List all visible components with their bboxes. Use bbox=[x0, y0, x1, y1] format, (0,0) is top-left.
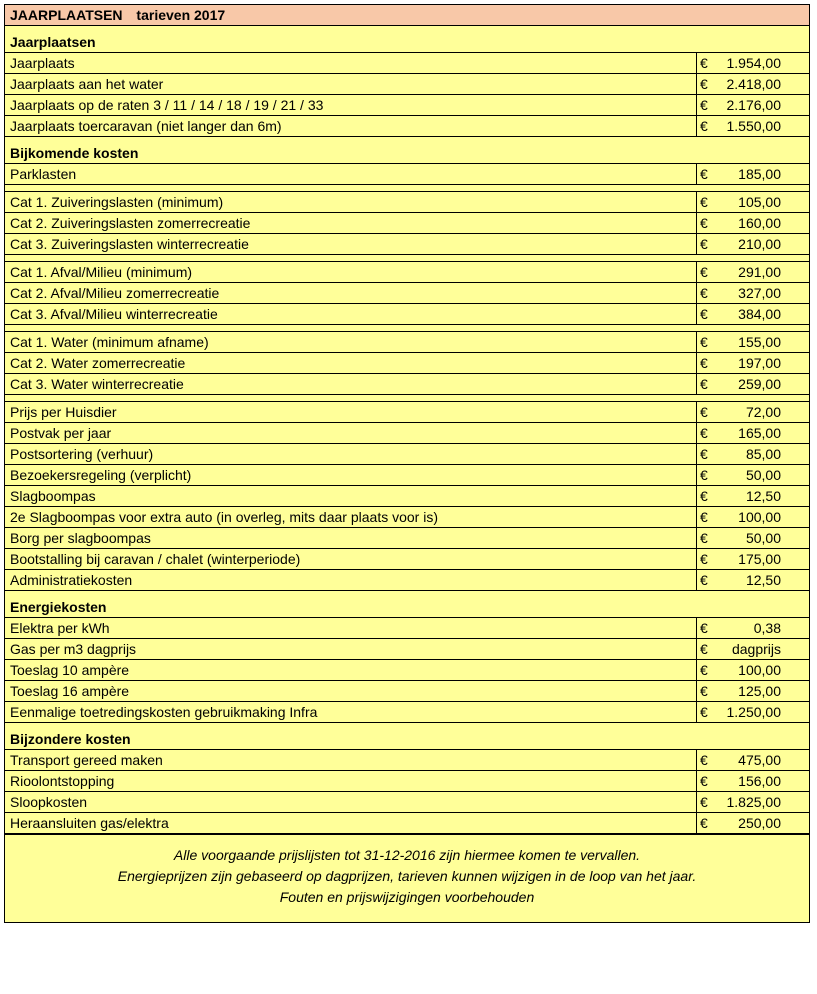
price-cell bbox=[696, 702, 809, 722]
price-cell bbox=[696, 618, 809, 638]
price-row bbox=[5, 373, 809, 394]
price-label: Borg per slagboompas bbox=[10, 530, 151, 546]
price-amount: 1.550,00 bbox=[726, 118, 781, 134]
group-spacer bbox=[5, 324, 809, 331]
price-label: Bootstalling bij caravan / chalet (winterperiode) bbox=[10, 551, 301, 567]
currency-symbol: € bbox=[700, 752, 708, 768]
price-cell bbox=[696, 283, 809, 303]
price-label: Cat 2. Afval/Milieu zomerrecreatie bbox=[10, 285, 220, 301]
currency-symbol: € bbox=[700, 641, 708, 657]
price-row bbox=[5, 233, 809, 254]
price-amount: 2.418,00 bbox=[726, 76, 781, 92]
price-label: 2e Slagboompas voor extra auto (in overleg, mits daar plaats voor is) bbox=[10, 509, 438, 525]
price-row bbox=[5, 52, 809, 73]
price-amount: 210,00 bbox=[738, 236, 781, 252]
sheet-header bbox=[5, 5, 809, 26]
price-label: Cat 1. Zuiveringslasten (minimum) bbox=[10, 194, 224, 210]
price-cell bbox=[696, 771, 809, 791]
currency-symbol: € bbox=[700, 236, 708, 252]
price-label: Bezoekersregeling (verplicht) bbox=[10, 467, 192, 483]
price-label: Jaarplaats toercaravan (niet langer dan 6m) bbox=[10, 118, 282, 134]
price-cell bbox=[696, 681, 809, 701]
price-label: Administratiekosten bbox=[10, 572, 133, 588]
price-row bbox=[5, 464, 809, 485]
price-amount: 12,50 bbox=[745, 488, 781, 504]
price-cell bbox=[696, 528, 809, 548]
price-amount: 259,00 bbox=[738, 376, 781, 392]
price-label: Prijs per Huisdier bbox=[10, 404, 117, 420]
currency-symbol: € bbox=[700, 794, 708, 810]
price-cell bbox=[696, 813, 809, 833]
currency-symbol: € bbox=[700, 118, 708, 134]
price-row bbox=[5, 617, 809, 638]
price-cell bbox=[696, 304, 809, 324]
price-cell bbox=[696, 164, 809, 184]
footer-line: Alle voorgaande prijslijsten tot 31-12-2016 zijn hiermee komen te vervallen. bbox=[173, 847, 641, 863]
price-amount: 105,00 bbox=[738, 194, 781, 210]
price-row bbox=[5, 303, 809, 324]
price-row bbox=[5, 527, 809, 548]
price-label: Cat 3. Afval/Milieu winterrecreatie bbox=[10, 306, 218, 322]
price-amount: 155,00 bbox=[738, 334, 781, 350]
currency-symbol: € bbox=[700, 662, 708, 678]
price-amount: 384,00 bbox=[738, 306, 781, 322]
price-label: Postvak per jaar bbox=[10, 425, 112, 441]
section-title: Jaarplaatsen bbox=[10, 34, 96, 50]
currency-symbol: € bbox=[700, 488, 708, 504]
price-amount: 50,00 bbox=[745, 530, 781, 546]
price-label: Heraansluiten gas/elektra bbox=[10, 815, 169, 831]
price-cell bbox=[696, 570, 809, 590]
price-amount: 1.250,00 bbox=[726, 704, 781, 720]
price-cell bbox=[696, 234, 809, 254]
sheet-subtitle: tarieven 2017 bbox=[136, 7, 226, 23]
currency-symbol: € bbox=[700, 620, 708, 636]
price-cell bbox=[696, 353, 809, 373]
price-amount: 327,00 bbox=[738, 285, 781, 301]
price-label: Elektra per kWh bbox=[10, 620, 110, 636]
section-title: Bijkomende kosten bbox=[10, 145, 139, 161]
currency-symbol: € bbox=[700, 97, 708, 113]
currency-symbol: € bbox=[700, 404, 708, 420]
price-amount: 0,38 bbox=[753, 620, 781, 636]
price-amount: 175,00 bbox=[738, 551, 781, 567]
price-amount: 197,00 bbox=[738, 355, 781, 371]
price-amount: 100,00 bbox=[738, 662, 781, 678]
currency-symbol: € bbox=[700, 376, 708, 392]
currency-symbol: € bbox=[700, 530, 708, 546]
price-row bbox=[5, 422, 809, 443]
section-title: Bijzondere kosten bbox=[10, 731, 131, 747]
currency-symbol: € bbox=[700, 425, 708, 441]
price-label: Cat 3. Water winterrecreatie bbox=[10, 376, 184, 392]
price-row bbox=[5, 749, 809, 770]
price-amount: 12,50 bbox=[745, 572, 781, 588]
currency-symbol: € bbox=[700, 551, 708, 567]
currency-symbol: € bbox=[700, 334, 708, 350]
price-amount: dagprijs bbox=[731, 641, 781, 657]
price-label: Toeslag 10 ampère bbox=[10, 662, 130, 678]
price-row bbox=[5, 659, 809, 680]
price-cell bbox=[696, 486, 809, 506]
price-label: Transport gereed maken bbox=[10, 752, 163, 768]
group-spacer bbox=[5, 184, 809, 191]
price-label: Jaarplaats aan het water bbox=[10, 76, 164, 92]
footer-line: Fouten en prijswijzigingen voorbehouden bbox=[279, 889, 535, 905]
price-amount: 85,00 bbox=[745, 446, 781, 462]
price-row bbox=[5, 548, 809, 569]
price-amount: 50,00 bbox=[745, 467, 781, 483]
price-amount: 165,00 bbox=[738, 425, 781, 441]
price-row bbox=[5, 282, 809, 303]
currency-symbol: € bbox=[700, 285, 708, 301]
footer-notes bbox=[5, 834, 809, 922]
price-label: Jaarplaats bbox=[10, 55, 75, 71]
price-amount: 125,00 bbox=[738, 683, 781, 699]
price-amount: 250,00 bbox=[738, 815, 781, 831]
price-amount: 291,00 bbox=[738, 264, 781, 280]
price-label: Cat 2. Water zomerrecreatie bbox=[10, 355, 186, 371]
price-cell bbox=[696, 213, 809, 233]
price-cell bbox=[696, 74, 809, 94]
group-spacer bbox=[5, 394, 809, 401]
price-cell bbox=[696, 750, 809, 770]
price-label: Postsortering (verhuur) bbox=[10, 446, 154, 462]
currency-symbol: € bbox=[700, 446, 708, 462]
price-row bbox=[5, 680, 809, 701]
price-row bbox=[5, 73, 809, 94]
price-amount: 72,00 bbox=[745, 404, 781, 420]
price-cell bbox=[696, 116, 809, 136]
price-row bbox=[5, 115, 809, 137]
currency-symbol: € bbox=[700, 166, 708, 182]
price-cell bbox=[696, 192, 809, 212]
currency-symbol: € bbox=[700, 76, 708, 92]
price-label: Parklasten bbox=[10, 166, 77, 182]
price-cell bbox=[696, 402, 809, 422]
price-row bbox=[5, 331, 809, 352]
price-label: Jaarplaats op de raten 3 / 11 / 14 / 18 / 19 / 21 / 33 bbox=[10, 97, 324, 113]
price-amount: 100,00 bbox=[738, 509, 781, 525]
sheet-title: JAARPLAATSEN bbox=[10, 7, 123, 23]
price-row bbox=[5, 401, 809, 422]
price-amount: 185,00 bbox=[738, 166, 781, 182]
price-row bbox=[5, 163, 809, 184]
price-amount: 156,00 bbox=[738, 773, 781, 789]
price-row bbox=[5, 261, 809, 282]
price-row bbox=[5, 94, 809, 115]
currency-symbol: € bbox=[700, 572, 708, 588]
price-label: Cat 2. Zuiveringslasten zomerrecreatie bbox=[10, 215, 251, 231]
price-cell bbox=[696, 660, 809, 680]
price-label: Sloopkosten bbox=[10, 794, 88, 810]
price-label: Eenmalige toetredingskosten gebruikmaking Infra bbox=[10, 704, 318, 720]
currency-symbol: € bbox=[700, 704, 708, 720]
price-label: Rioolontstopping bbox=[10, 773, 115, 789]
price-row bbox=[5, 506, 809, 527]
price-amount: 475,00 bbox=[738, 752, 781, 768]
price-row bbox=[5, 701, 809, 723]
price-cell bbox=[696, 262, 809, 282]
price-cell bbox=[696, 53, 809, 73]
price-row bbox=[5, 352, 809, 373]
price-cell bbox=[696, 792, 809, 812]
price-sheet bbox=[4, 4, 810, 923]
currency-symbol: € bbox=[700, 264, 708, 280]
price-cell bbox=[696, 95, 809, 115]
currency-symbol: € bbox=[700, 773, 708, 789]
price-cell bbox=[696, 549, 809, 569]
price-label: Toeslag 16 ampère bbox=[10, 683, 130, 699]
section-title: Energiekosten bbox=[10, 599, 107, 615]
price-cell bbox=[696, 332, 809, 352]
group-spacer bbox=[5, 254, 809, 261]
price-cell bbox=[696, 639, 809, 659]
currency-symbol: € bbox=[700, 215, 708, 231]
price-amount: 1.954,00 bbox=[726, 55, 781, 71]
price-amount: 1.825,00 bbox=[726, 794, 781, 810]
price-label: Slagboompas bbox=[10, 488, 96, 504]
sections-container bbox=[5, 26, 809, 834]
currency-symbol: € bbox=[700, 467, 708, 483]
currency-symbol: € bbox=[700, 306, 708, 322]
price-row bbox=[5, 812, 809, 834]
currency-symbol: € bbox=[700, 55, 708, 71]
price-row bbox=[5, 212, 809, 233]
price-label: Cat 3. Zuiveringslasten winterrecreatie bbox=[10, 236, 249, 252]
price-row bbox=[5, 569, 809, 591]
currency-symbol: € bbox=[700, 509, 708, 525]
currency-symbol: € bbox=[700, 355, 708, 371]
price-row bbox=[5, 191, 809, 212]
price-cell bbox=[696, 444, 809, 464]
price-label: Gas per m3 dagprijs bbox=[10, 641, 137, 657]
price-label: Cat 1. Afval/Milieu (minimum) bbox=[10, 264, 193, 280]
price-cell bbox=[696, 465, 809, 485]
price-row bbox=[5, 443, 809, 464]
footer-line: Energieprijzen zijn gebaseerd op dagprijzen, tarieven kunnen wijzigen in de loop van het jaar. bbox=[117, 868, 697, 884]
price-amount: 160,00 bbox=[738, 215, 781, 231]
price-label: Cat 1. Water (minimum afname) bbox=[10, 334, 209, 350]
price-cell bbox=[696, 374, 809, 394]
currency-symbol: € bbox=[700, 815, 708, 831]
price-cell bbox=[696, 423, 809, 443]
currency-symbol: € bbox=[700, 683, 708, 699]
price-row bbox=[5, 638, 809, 659]
price-row bbox=[5, 770, 809, 791]
price-cell bbox=[696, 507, 809, 527]
currency-symbol: € bbox=[700, 194, 708, 210]
price-row bbox=[5, 485, 809, 506]
price-row bbox=[5, 791, 809, 812]
price-amount: 2.176,00 bbox=[726, 97, 781, 113]
